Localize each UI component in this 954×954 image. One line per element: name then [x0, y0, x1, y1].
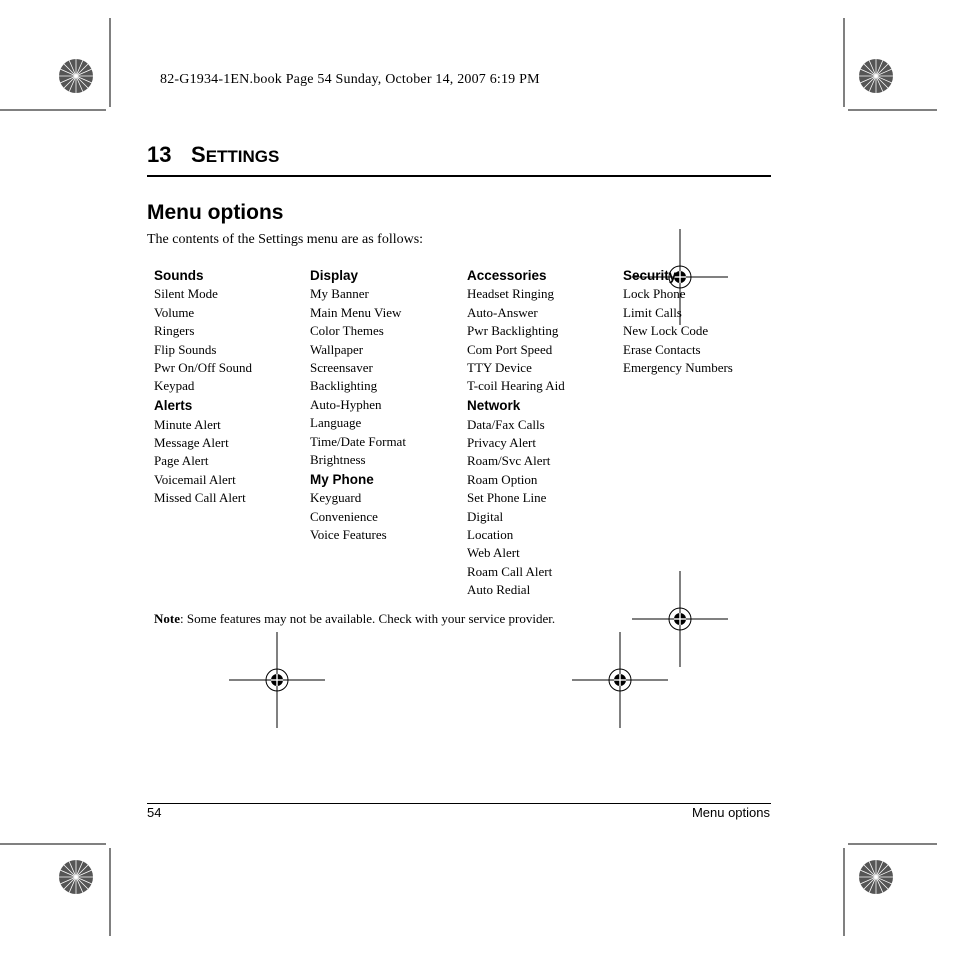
menu-item: Pwr Backlighting: [467, 323, 559, 339]
menu-item: Set Phone Line: [467, 490, 547, 506]
starburst-icon: [859, 860, 893, 894]
print-header: 82-G1934-1EN.book Page 54 Sunday, October 14, 2007 6:19 PM: [160, 72, 540, 87]
menu-column: [467, 267, 617, 600]
menu-item: Headset Ringing: [467, 286, 555, 302]
menu-item: Minute Alert: [154, 416, 221, 432]
menu-item: Roam Call Alert: [467, 563, 553, 579]
menu-item: Erase Contacts: [623, 341, 701, 357]
chapter-rule: [147, 175, 771, 177]
menu-item: Emergency Numbers: [623, 359, 733, 375]
menu-item: Auto-Hyphen: [310, 396, 382, 412]
menu-item: Keyguard: [310, 490, 362, 506]
menu-group-heading: My Phone: [310, 471, 374, 487]
menu-group-heading: Display: [310, 268, 359, 283]
registration-target-icon: [229, 632, 325, 728]
intro-text: The contents of the Settings menu are as follows:: [147, 232, 424, 247]
note-text: : Some features may not be available. Check with your service provider.: [180, 611, 556, 626]
menu-item: Lock Phone: [623, 286, 686, 302]
section-title: Menu options: [147, 201, 284, 224]
registration-target-icon: [572, 632, 668, 728]
chapter-title-rest: ETTINGS: [205, 147, 280, 166]
menu-group-heading: Accessories: [467, 268, 547, 283]
menu-item: Privacy Alert: [467, 435, 536, 451]
menu-item: Location: [467, 526, 514, 542]
menu-item: Roam Option: [467, 471, 538, 487]
page-number: 54: [147, 805, 162, 820]
menu-group-heading: Security: [623, 268, 677, 283]
menu-item: Volume: [154, 304, 195, 320]
menu-item: Message Alert: [154, 435, 229, 451]
menu-item: Missed Call Alert: [154, 490, 246, 506]
chapter-number: 13: [147, 142, 172, 167]
menu-item: Color Themes: [310, 323, 384, 339]
starburst-icon: [59, 59, 93, 93]
menu-item: Keypad: [154, 378, 195, 394]
menu-item: Flip Sounds: [154, 341, 217, 357]
menu-item: Convenience: [310, 508, 378, 524]
menu-group-heading: Sounds: [154, 268, 204, 283]
menu-item: Ringers: [154, 323, 195, 339]
menu-item: Time/Date Format: [310, 433, 406, 449]
footer-section-name: Menu options: [691, 805, 770, 820]
menu-item: Data/Fax Calls: [467, 416, 545, 432]
menu-item: Brightness: [310, 451, 366, 467]
menu-item: T-coil Hearing Aid: [467, 378, 565, 394]
menu-item: Wallpaper: [310, 341, 364, 357]
menu-item: Page Alert: [154, 453, 209, 469]
menu-item: Pwr On/Off Sound: [154, 359, 252, 375]
menu-column: [310, 267, 460, 544]
menu-item: Main Menu View: [310, 304, 402, 320]
menu-item: Silent Mode: [154, 286, 218, 302]
menu-item: Auto-Answer: [467, 304, 538, 320]
footer-rule: [147, 803, 771, 804]
menu-item: Digital: [467, 508, 504, 524]
menu-item: Screensaver: [310, 359, 373, 375]
registration-target-icon: [632, 571, 728, 667]
menu-item: My Banner: [310, 286, 369, 302]
menu-item: Auto Redial: [467, 582, 531, 598]
menu-group-heading: Network: [467, 398, 521, 414]
menu-item: TTY Device: [467, 359, 532, 375]
starburst-icon: [59, 860, 93, 894]
note: [154, 610, 555, 628]
menu-item: Language: [310, 415, 362, 431]
menu-item: Roam/Svc Alert: [467, 453, 551, 469]
menu-group-heading: Alerts: [154, 398, 193, 414]
menu-item: Voice Features: [310, 526, 387, 542]
note-label: Note: [154, 611, 180, 626]
menu-item: New Lock Code: [623, 323, 709, 339]
menu-item: Web Alert: [467, 545, 520, 561]
menu-item: Backlighting: [310, 378, 378, 394]
chapter-title-initial: S: [191, 142, 206, 167]
menu-item: Com Port Speed: [467, 341, 553, 357]
starburst-icon: [859, 59, 893, 93]
menu-item: Limit Calls: [623, 304, 682, 320]
chapter-heading: [147, 141, 279, 171]
menu-column: [623, 267, 773, 377]
menu-column: [154, 267, 304, 508]
menu-item: Voicemail Alert: [154, 471, 236, 487]
